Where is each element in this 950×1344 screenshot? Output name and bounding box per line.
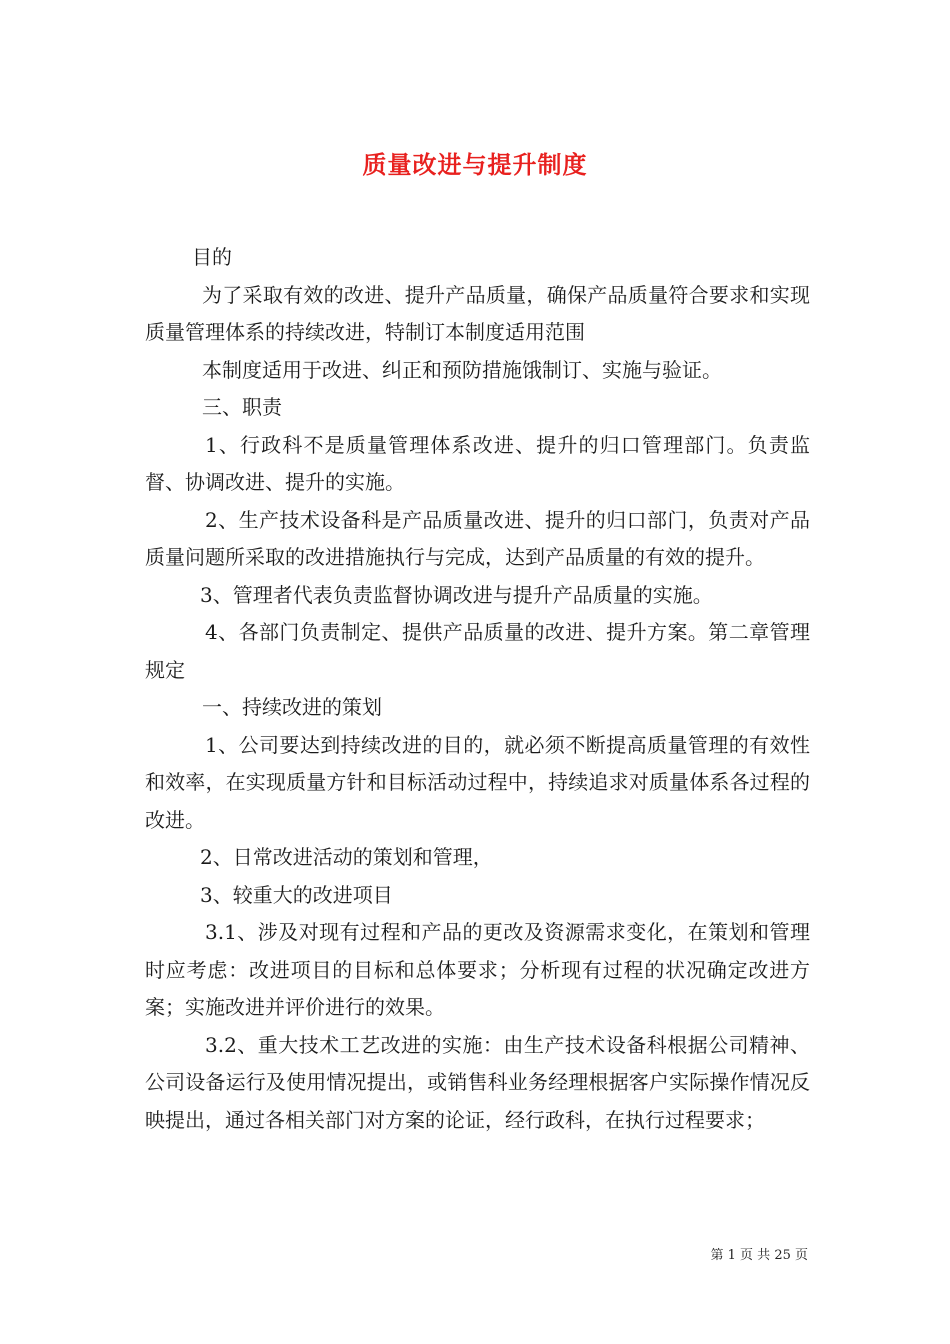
paragraph: 3、管理者代表负责监督协调改进与提升产品质量的实施。 [200, 582, 713, 607]
paragraph: 2、日常改进活动的策划和管理， [200, 845, 493, 869]
paragraph: 1、行政科不是质量管理体系改进、提升的归口管理部门。负责监督、协调改进、提升的实施。 [145, 432, 810, 494]
paragraph: 3.2、重大技术工艺改进的实施：由生产技术设备科根据公司精神、公司设备运行及使用情况提出，或销售科业务经理根据客户实际操作情况反映提出，通过各相关部门对方案的论证，经行政科，在执行过程要求； [145, 1032, 810, 1132]
paragraph: 4、各部门负责制定、提供产品质量的改进、提升方案。第二章管理规定 [145, 620, 810, 682]
document-body [145, 239, 810, 1139]
page-number-footer: 第 1 页 共 25 页 [710, 1248, 808, 1263]
section-heading-responsibilities: 三、职责 [202, 395, 282, 419]
paragraph: 3.1、涉及对现有过程和产品的更改及资源需求变化，在策划和管理时应考虑：改进项目的目标和总体要求；分析现有过程的状况确定改进方案；实施改进并评价进行的效果。 [145, 920, 810, 1019]
paragraph: 本制度适用于改进、纠正和预防措施饿制订、实施与验证。 [202, 357, 722, 382]
section-heading-purpose: 目的 [192, 245, 232, 269]
document-title: 质量改进与提升制度 [362, 150, 588, 180]
paragraph: 为了采取有效的改进、提升产品质量，确保产品质量符合要求和实现质量管理体系的持续改进，特制订本制度适用范围 [145, 282, 810, 344]
paragraph: 2、生产技术设备科是产品质量改进、提升的归口部门，负责对产品质量问题所采取的改进措施执行与完成，达到产品质量的有效的提升。 [145, 507, 810, 569]
paragraph: 3、较重大的改进项目 [200, 882, 393, 907]
paragraph: 1、公司要达到持续改进的目的，就必须不断提高质量管理的有效性和效率，在实现质量方针和目标活动过程中，持续追求对质量体系各过程的改进。 [145, 732, 810, 832]
section-heading-continuous-improvement: 一、持续改进的策划 [202, 695, 382, 719]
